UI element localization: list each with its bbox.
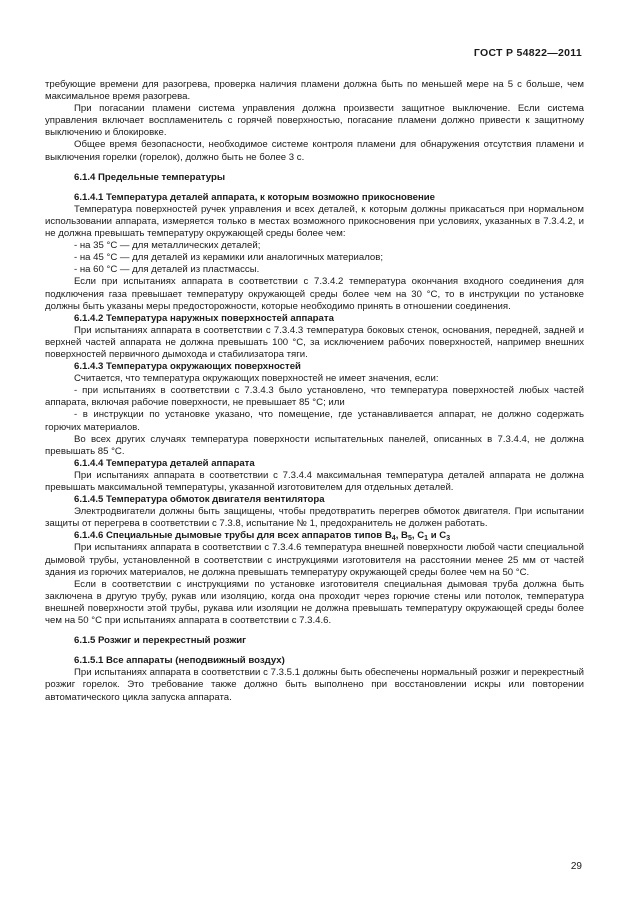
list-item: - на 60 °С — для деталей из пластмассы. bbox=[74, 264, 260, 276]
subscript: 5 bbox=[407, 535, 412, 543]
paragraph: При испытаниях аппарата в соответствии с 7.3.4.4 максимальная температура деталей аппарата не должна превышать максимальной температуры, указанной изготовителем для отдельных деталей. bbox=[45, 469, 584, 493]
heading-text: , C bbox=[411, 530, 425, 542]
section-heading: 6.1.5 Розжиг и перекрестный розжиг bbox=[74, 635, 247, 647]
paragraph: Если в соответствии с инструкциями по установке изготовителя специальная дымовая труба должна быть заключена в другую трубу, рукав или изоляцию, когда она проходит через горючие стены или потолок, температура внешней поверхности этой трубы, рукава или изоляции не должна превышать температуру окружающей среды более чем на 50 °С при испытаниях аппарата в соответствии с 7.3.4.6. bbox=[45, 578, 584, 627]
paragraph: требующие времени для разогрева, проверка наличия пламени должна быть по меньшей мере на 5 с больше, чем максимальное время разогрева. bbox=[45, 79, 584, 103]
paragraph: Во всех других случаях температура поверхности испытательных панелей, описанных в 7.3.4.4, не должна превышать 85 °С. bbox=[45, 433, 584, 457]
subsection-heading: 6.1.4.4 Температура деталей аппарата bbox=[74, 457, 255, 469]
subsection-heading: 6.1.5.1 Все аппараты (неподвижный воздух) bbox=[74, 655, 285, 667]
heading-text: 6.1.4.6 Специальные дымовые трубы для всех аппаратов типов B bbox=[74, 530, 392, 542]
list-item: - на 45 °С — для деталей из керамики или аналогичных материалов; bbox=[74, 252, 384, 264]
subsection-heading: 6.1.4.5 Температура обмоток двигателя вентилятора bbox=[74, 494, 325, 506]
list-item: - при испытаниях в соответствии с 7.3.4.3 было установлено, что температура поверхностей любых частей аппарата, включая рабочие поверхности, не превышает 85 °С; или bbox=[45, 385, 584, 409]
paragraph: Электродвигатели должны быть защищены, чтобы предотвратить перегрев обмоток двигателя. При испытании защиты от перегрева в соответствии с 7.3.8, испытание № 1, предохранитель не должен работать. bbox=[45, 506, 584, 530]
paragraph: При испытаниях аппарата в соответствии с 7.3.4.3 температура боковых стенок, основания, передней, задней и верхней частей аппарата не должна превышать 100 °С, за исключением рабочих поверхностей, например внешних поверхностей первичного дымохода и стабилизатора тяги. bbox=[45, 324, 584, 360]
paragraph: При испытаниях аппарата в соответствии с 7.3.5.1 должны быть обеспечены нормальный розжиг и перекрестный розжиг горелок. Это требование также должно быть выполнено при восстановлении искры или повторении автоматического цикла запуска аппарата. bbox=[45, 667, 584, 703]
list-item: - в инструкции по установке указано, что помещение, где устанавливается аппарат, не должно содержать горючих материалов. bbox=[45, 409, 584, 433]
standard-id: ГОСТ Р 54822—2011 bbox=[473, 47, 582, 59]
paragraph: При погасании пламени система управления должна произвести защитное выключение. Если система управления включает воспламенитель с горячей поверхностью, погасание пламени должно привести к защитному выключению и блокировке. bbox=[45, 103, 584, 139]
subscript: 1 bbox=[424, 535, 429, 543]
list-item: - на 35 °С — для металлических деталей; bbox=[74, 240, 261, 252]
subsection-heading: 6.1.4.1 Температура деталей аппарата, к которым возможно прикосновение bbox=[74, 191, 436, 203]
heading-text: , B bbox=[395, 530, 408, 542]
paragraph: Общее время безопасности, необходимое системе контроля пламени для обнаружения отсутствия пламени и выключения горелки (горелок), должно быть не более 3 с. bbox=[45, 139, 584, 163]
paragraph: При испытаниях аппарата в соответствии с 7.3.4.6 температура внешней поверхности любой части специальной дымовой трубы, установленной в соответствии с инструкциями изготовителя на расстоянии менее 25 мм от частей здания из горючих материалов, не должна превышать температуру окружающей среды более чем на 50 °С. bbox=[45, 542, 584, 578]
paragraph: Считается, что температура окружающих поверхностей не имеет значения, если: bbox=[74, 373, 439, 385]
page-number: 29 bbox=[570, 861, 582, 872]
subscript: 3 bbox=[446, 535, 451, 543]
document-body bbox=[45, 79, 584, 704]
section-heading: 6.1.4 Предельные температуры bbox=[74, 171, 226, 183]
heading-text: и C bbox=[428, 530, 447, 542]
subsection-heading bbox=[45, 530, 584, 542]
subsection-heading: 6.1.4.2 Температура наружных поверхностей аппарата bbox=[74, 312, 334, 324]
subsection-heading: 6.1.4.3 Температура окружающих поверхностей bbox=[74, 361, 301, 373]
paragraph: Если при испытаниях аппарата в соответствии с 7.3.4.2 температура окончания входного соединения для подключения газа превышает температуру окружающей среды более чем на 30 °С, то в инструкции по установке должны быть указаны меры предосторожности, которые необходимо принять в отношении соединения. bbox=[45, 276, 584, 312]
subscript: 4 bbox=[391, 535, 396, 543]
paragraph: Температура поверхностей ручек управления и всех деталей, к которым должны прикасаться при нормальном использовании аппарата, измеряется только в местах возможного прикосновения при условиях, указанных в 7.3.4.2, и не должна превышать температуру окружающей среды более чем: bbox=[45, 203, 584, 240]
